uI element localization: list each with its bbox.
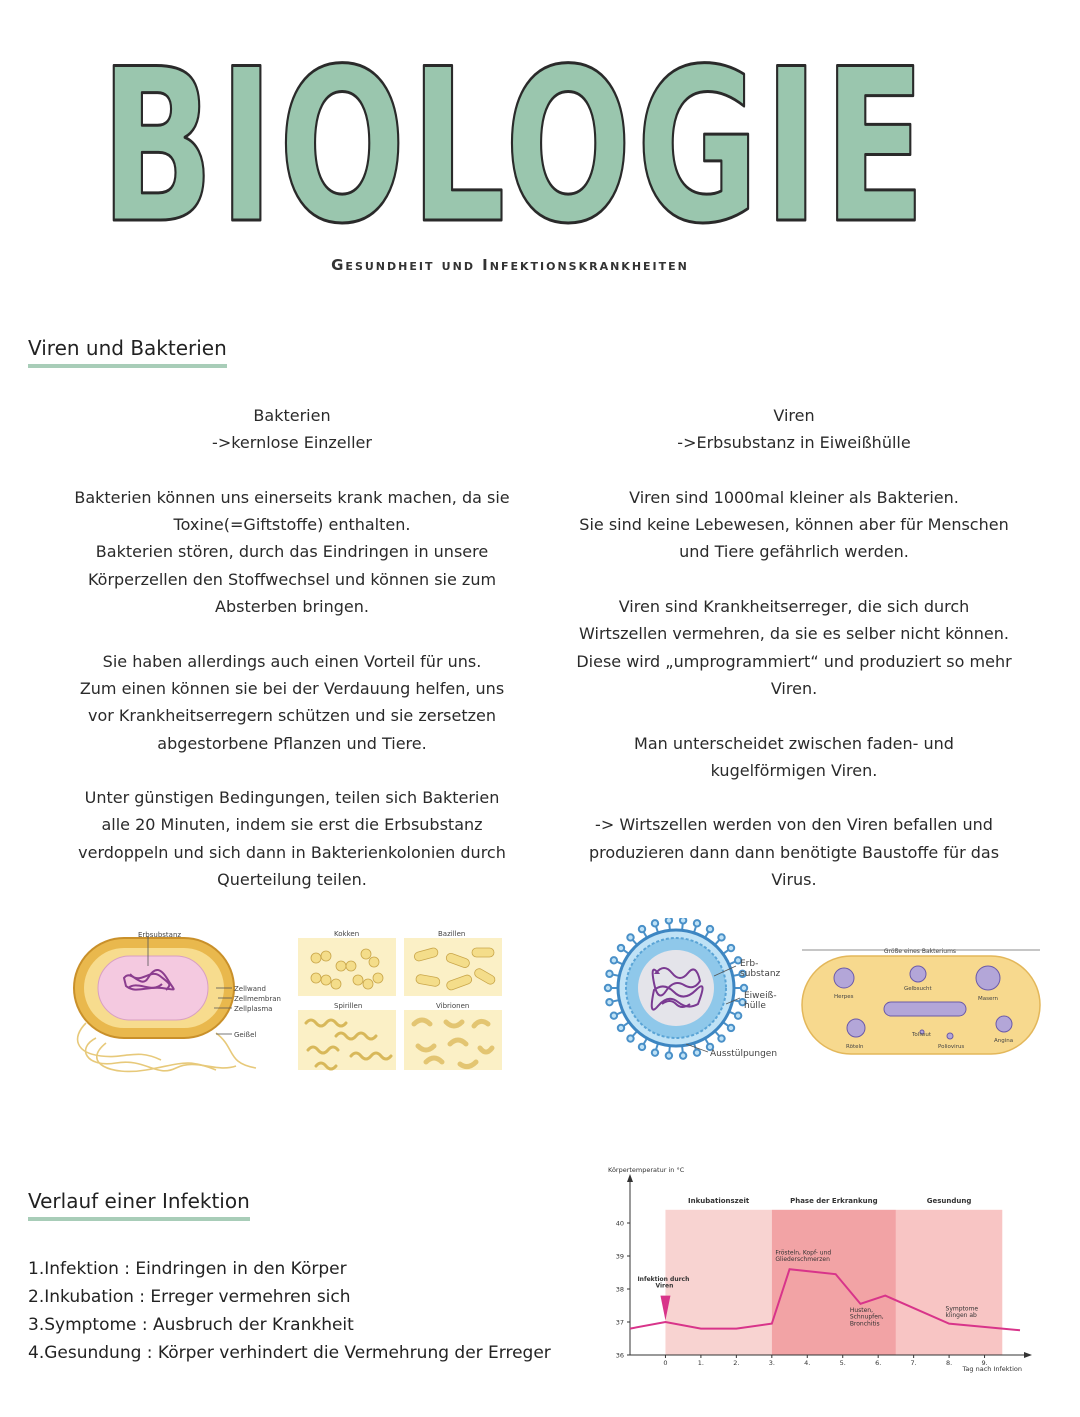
virus-spike-head (707, 926, 713, 932)
virus-spike-head (666, 1052, 672, 1058)
size-label: Tollwut (912, 1032, 931, 1038)
bacteria-shapes-grid (296, 928, 506, 1073)
bacterium-label: Zellplasma (234, 1005, 273, 1013)
infection-step: 1.Infektion : Eindringen in den Körper (28, 1259, 347, 1279)
chart-annotation: Bronchitis (849, 1320, 880, 1328)
section-heading-verlauf: Verlauf einer Infektion (28, 1189, 250, 1221)
viren-text-line: kugelförmigen Viren. (710, 760, 878, 780)
size-label: Masern (978, 996, 999, 1002)
infection-step: 2.Inkubation : Erreger vermehren sich (28, 1287, 351, 1307)
bakterien-text-line: Querteilung teilen. (217, 870, 367, 890)
chart-y-tick-label: 37 (615, 1318, 624, 1327)
virus-spike-head (618, 1025, 624, 1031)
chart-y-tick-label: 36 (615, 1351, 624, 1360)
chart-x-tick-label: 0 (663, 1359, 668, 1367)
bakterien-text-line: Bakterien stören, durch das Eindringen in unsere (95, 542, 489, 562)
bacterium-diagram (66, 928, 286, 1078)
virus-spike-head (666, 918, 672, 924)
viren-text-line: Diese wird „umprogrammiert“ und produziert so mehr (576, 651, 1012, 671)
bacterium-label: Zellmembran (234, 995, 281, 1003)
chart-x-arrow (1024, 1352, 1032, 1358)
chart-x-tick-label: 5. (839, 1359, 846, 1367)
title-banner (0, 0, 1080, 250)
chart-annotation: Schnupfen, (849, 1313, 884, 1321)
chart-phases (665, 1197, 1002, 1355)
viren-text-line: Viren sind Krankheitserreger, die sich durch (618, 597, 970, 617)
bakterien-text-line: Sie haben allerdings auch einen Vorteil für uns. (102, 651, 482, 671)
virus-spike-head (718, 934, 724, 940)
viren-text-line: und Tiere gefährlich werden. (679, 542, 909, 562)
viren-title: Viren (773, 406, 815, 425)
shape-label-kokken: Kokken (334, 930, 360, 938)
bakterien-column (40, 402, 544, 893)
page-title: BIOLOGIE (100, 23, 930, 250)
size-label: Gelbsucht (904, 986, 932, 992)
chart-y-label: Körpertemperatur in °C (608, 1166, 685, 1174)
virus-spike-head (728, 1025, 734, 1031)
temperature-chart (600, 1160, 1040, 1380)
shape-panel-spirillen (298, 1010, 396, 1070)
shape-panel-kokken (298, 938, 396, 996)
chart-y-tick-label: 38 (615, 1285, 624, 1294)
virus-label: substanz (740, 969, 781, 979)
bakterien-subtitle: ->kernlose Einzeller (212, 433, 372, 453)
virus-spike-head (680, 1052, 686, 1058)
viren-column (548, 402, 1040, 893)
virus-spike-head (694, 920, 700, 926)
viren-text-line: Virus. (771, 870, 817, 890)
chart-phase-band (896, 1210, 1002, 1355)
virus-label: Eiweiß- (744, 991, 777, 1001)
chart-annotation: Symptome (945, 1305, 979, 1313)
chart-annotation: Gliederschmerzen (775, 1255, 830, 1263)
bakterien-title: Bakterien (253, 406, 331, 425)
virus-body (618, 930, 734, 1046)
virus-spike-head (728, 945, 734, 951)
chart-annotation: Husten, (849, 1307, 874, 1315)
chart-x-tick-label: 8. (945, 1359, 953, 1367)
chart-annotation: Viren (655, 1282, 674, 1290)
chart-x-tick-label: 6. (875, 1359, 882, 1367)
size-title: Größe eines Bakteriums (883, 948, 957, 955)
size-label: Poliovirus (938, 1044, 965, 1050)
virus-spike-head (718, 1035, 724, 1041)
infection-steps-list (28, 1255, 551, 1367)
chart-annotation: klingen ab (945, 1312, 977, 1320)
chart-phase-label: Phase der Erkrankung (790, 1197, 878, 1206)
size-label: Herpes (834, 994, 854, 1000)
bakterien-text-line: alle 20 Minuten, indem sie erst die Erbsubstanz (101, 815, 483, 835)
virus-spike-head (639, 926, 645, 932)
viren-subtitle: ->Erbsubstanz in Eiweißhülle (677, 433, 911, 453)
virus-spike-head (652, 920, 658, 926)
virus-spike-head (611, 957, 617, 963)
virus-size-comparison (800, 944, 1045, 1056)
chart-phase-label: Gesundung (926, 1197, 972, 1206)
shape-panel-vibrionen (404, 1010, 502, 1070)
chart-y-tick-label: 40 (615, 1219, 624, 1228)
chart-x-tick-label: 4. (804, 1359, 811, 1367)
viren-text-line: Viren. (770, 678, 818, 698)
size-filovirus (884, 1002, 966, 1016)
chart-x-label: Tag nach Infektion (962, 1365, 1022, 1373)
bakterien-text-line: verdoppeln und sich dann in Bakterienkolonien durch (78, 842, 506, 862)
bakterien-text-line: Körperzellen den Stoffwechsel und können sie zum (87, 569, 497, 589)
shape-label-bazillen: Bazillen (438, 930, 466, 938)
bakterien-text-line: Toxine(=Giftstoffe) enthalten. (173, 515, 411, 535)
page-subtitle: Gesundheit und Infektionskrankheiten (331, 256, 689, 274)
virus-label: Ausstülpungen (710, 1049, 778, 1059)
chart-annotation: Frösteln, Kopf- und (775, 1249, 832, 1257)
bacterium-label: Erbsubstanz (138, 931, 182, 939)
viren-text-line: Wirtszellen vermehren, da sie es selber nicht können. (579, 624, 1009, 644)
virus-diagram (596, 918, 796, 1068)
virus-spike-head (618, 945, 624, 951)
viren-text-line: Sie sind keine Lebewesen, können aber für Menschen (579, 515, 1009, 535)
chart-x-tick-label: 7. (910, 1359, 917, 1367)
viren-text-line: Man unterscheidet zwischen faden- und (634, 733, 954, 753)
shape-label-vibrionen: Vibrionen (436, 1002, 470, 1010)
virus-spike-head (652, 1049, 658, 1055)
chart-phase-band (772, 1210, 896, 1355)
virus-spike-head (680, 918, 686, 924)
viren-text-line: produzieren dann dann benötigte Baustoffe für das (588, 842, 1000, 862)
viren-text-line: -> Wirtszellen werden von den Viren befallen und (595, 815, 993, 835)
infection-step: 4.Gesundung : Körper verhindert die Vermehrung der Erreger (28, 1343, 551, 1363)
virus-spike-head (611, 1012, 617, 1018)
bakterien-text-line: Absterben bringen. (215, 597, 369, 617)
bakterien-text-line: Unter günstigen Bedingungen, teilen sich Bakterien (84, 788, 500, 808)
virus-spike-head (605, 985, 611, 991)
chart-y-tick-label: 39 (615, 1252, 624, 1261)
chart-x-tick-label: 2. (733, 1359, 740, 1367)
bacterium-label: Zellwand (234, 985, 266, 993)
bacterium-label: Geißel (234, 1031, 257, 1039)
viren-text-line: Viren sind 1000mal kleiner als Bakterien. (629, 487, 959, 507)
chart-annotation: Infektion durch (637, 1275, 690, 1283)
shape-panel-bazillen (404, 938, 502, 996)
virus-spike-head (606, 999, 612, 1005)
section-heading-viren-bakterien: Viren und Bakterien (28, 336, 227, 368)
virus-spike-head (694, 1049, 700, 1055)
shape-label-spirillen: Spirillen (334, 1002, 363, 1010)
chart-phase-label: Inkubationszeit (688, 1197, 750, 1206)
page-title-group (100, 23, 930, 250)
chart-x-tick-label: 3. (768, 1359, 775, 1367)
virus-spike-head (627, 1035, 633, 1041)
chart-x-tick-label: 1. (697, 1359, 705, 1367)
bakterien-text-line: vor Krankheitserregern schützen und sie zersetzen (87, 706, 497, 726)
virus-spike-head (639, 1044, 645, 1050)
size-label: Angina (994, 1038, 1014, 1044)
virus-label: hülle (744, 1001, 766, 1011)
virus-label: Erb- (740, 959, 759, 969)
bakterien-text-line: Zum einen können sie bei der Verdauung helfen, uns (79, 678, 505, 698)
virus-spike-head (627, 934, 633, 940)
virus-spike-head (735, 1012, 741, 1018)
chart-y-arrow (627, 1174, 633, 1182)
size-label: Röteln (846, 1044, 864, 1050)
chart-x-tick-label: 9. (981, 1359, 988, 1367)
virus-spike-head (606, 971, 612, 977)
infection-step: 3.Symptome : Ausbruch der Krankheit (28, 1315, 354, 1335)
bakterien-text-line: Bakterien können uns einerseits krank machen, da sie (74, 487, 510, 507)
bakterien-text-line: abgestorbene Pflanzen und Tiere. (157, 733, 427, 753)
